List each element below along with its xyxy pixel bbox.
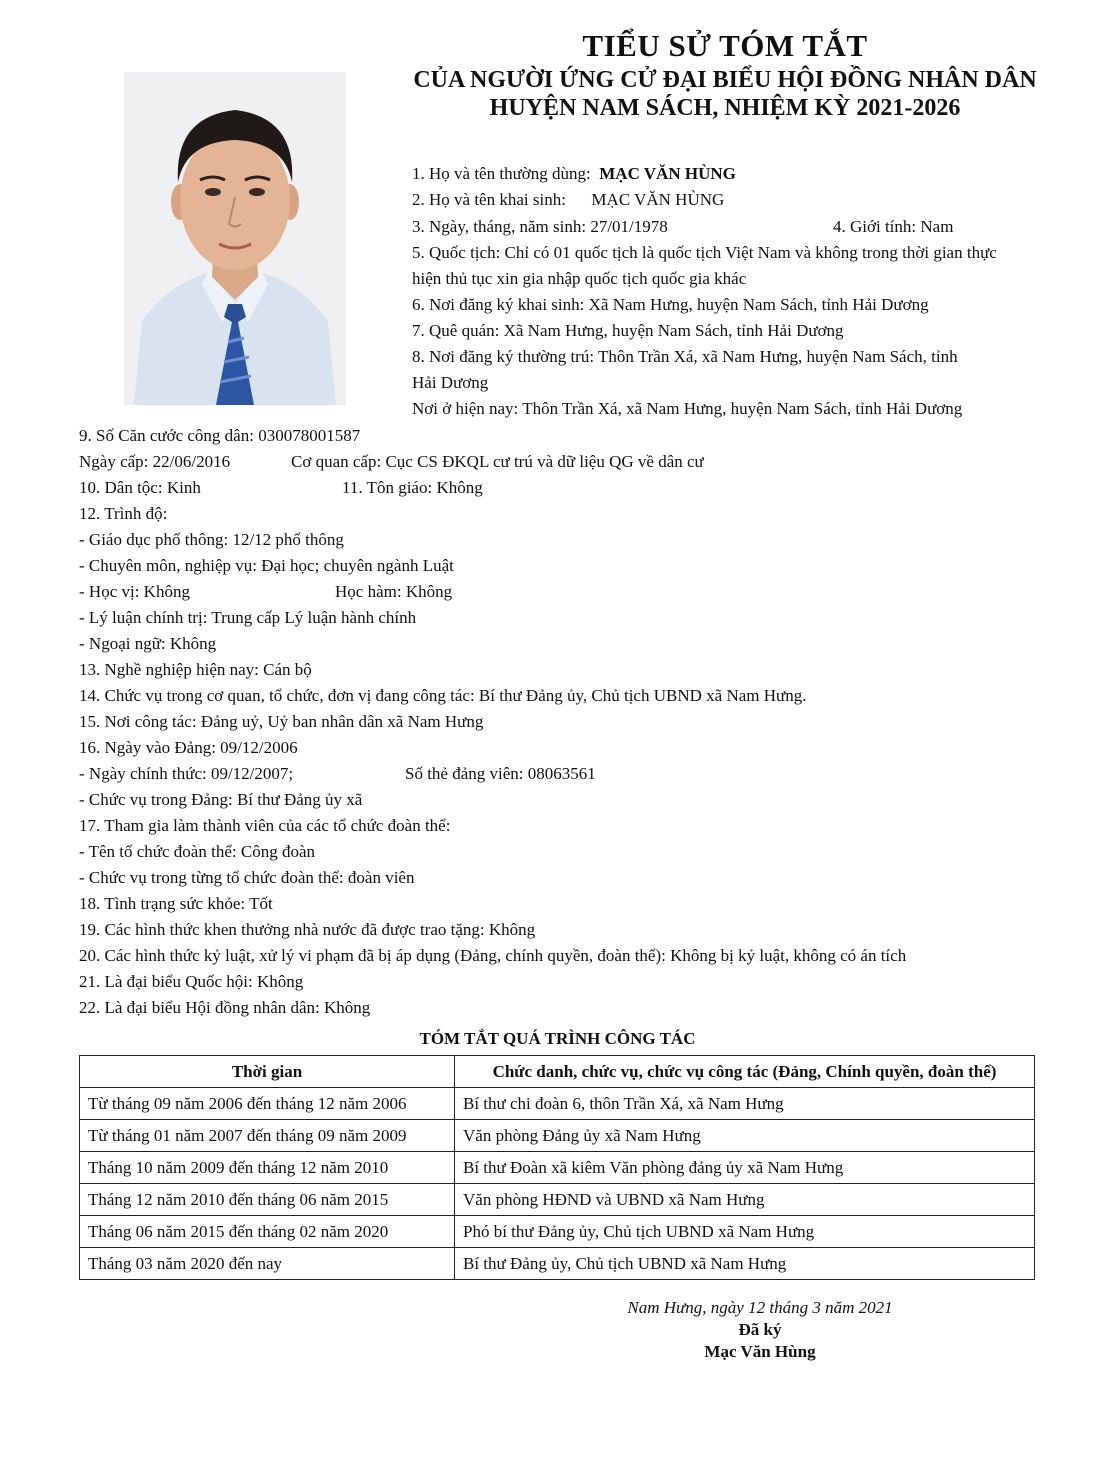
- bio-general-education: - Giáo dục phổ thông: 12/12 phổ thông: [79, 530, 344, 549]
- bio-health: 18. Tình trạng sức khỏe: Tốt: [79, 894, 273, 913]
- period-cell: Tháng 03 năm 2020 đến nay: [80, 1248, 455, 1280]
- bio-profession: - Chuyên môn, nghiệp vụ: Đại học; chuyên ngành Luật: [79, 556, 454, 575]
- position-cell: Bí thư Đảng ủy, Chủ tịch UBND xã Nam Hưng: [455, 1248, 1035, 1280]
- bio-current-residence: Nơi ở hiện nay: Thôn Trần Xá, xã Nam Hưng, huyện Nam Sách, tỉnh Hải Dương: [412, 399, 963, 418]
- bio-common-name: 1. Họ và tên thường dùng: MẠC VĂN HÙNG: [412, 164, 736, 183]
- bio-foreign-language: - Ngoại ngữ: Không: [79, 634, 217, 653]
- bio-peoples-council: 22. Là đại biểu Hội đồng nhân dân: Không: [79, 998, 371, 1017]
- period-cell: Từ tháng 09 năm 2006 đến tháng 12 năm 2006: [80, 1088, 455, 1120]
- document-title: TIỂU SỬ TÓM TẮT: [582, 28, 868, 63]
- table-row: [80, 1120, 1035, 1152]
- table-row: [80, 1248, 1035, 1280]
- bio-education-heading: 12. Trình độ:: [79, 504, 168, 523]
- bio-permanent-residence: 8. Nơi đăng ký thường trú: Thôn Trần Xá, xã Nam Hưng, huyện Nam Sách, tỉnh: [412, 347, 958, 366]
- bio-date-of-birth: 3. Ngày, tháng, năm sinh: 27/01/1978: [412, 217, 668, 236]
- position-cell: Bí thư Đoàn xã kiêm Văn phòng đảng ủy xã Nam Hưng: [455, 1152, 1035, 1184]
- bio-religion: 11. Tôn giáo: Không: [342, 478, 483, 497]
- signature-place-date: Nam Hưng, ngày 12 tháng 3 năm 2021: [627, 1298, 893, 1317]
- bio-academic-title: Học hàm: Không: [335, 582, 453, 601]
- period-cell: Tháng 12 năm 2010 đến tháng 06 năm 2015: [80, 1184, 455, 1216]
- signature-status: Đã ký: [738, 1320, 782, 1339]
- position-cell: Văn phòng Đảng ủy xã Nam Hưng: [455, 1120, 1035, 1152]
- period-cell: Từ tháng 01 năm 2007 đến tháng 09 năm 2009: [80, 1120, 455, 1152]
- portrait-photo-icon: [124, 72, 346, 405]
- bio-citizen-id: 9. Số Căn cước công dân: 030078001587: [79, 426, 361, 445]
- bio-permanent-residence-cont: Hải Dương: [412, 373, 489, 392]
- bio-organization-name: - Tên tổ chức đoàn thể: Công đoàn: [79, 842, 315, 861]
- document-subtitle-2: HUYỆN NAM SÁCH, NHIỆM KỲ 2021-2026: [489, 95, 961, 121]
- period-cell: Tháng 06 năm 2015 đến tháng 02 năm 2020: [80, 1216, 455, 1248]
- position-cell: Văn phòng HĐND và UBND xã Nam Hưng: [455, 1184, 1035, 1216]
- portrait-photo: [124, 72, 346, 405]
- bio-occupation: 13. Nghề nghiệp hiện nay: Cán bộ: [79, 660, 312, 679]
- table-header-row: [80, 1056, 1035, 1088]
- bio-political-theory: - Lý luận chính trị: Trung cấp Lý luận hành chính: [79, 608, 417, 627]
- table-row: [80, 1216, 1035, 1248]
- bio-id-issue-date: Ngày cấp: 22/06/2016: [79, 452, 231, 471]
- bio-degree: - Học vị: Không: [79, 582, 190, 601]
- bio-party-official-date: - Ngày chính thức: 09/12/2007;: [79, 764, 294, 783]
- bio-workplace: 15. Nơi công tác: Đảng uỷ, Uỷ ban nhân dân xã Nam Hưng: [79, 712, 484, 731]
- bio-party-card-number: Số thẻ đảng viên: 08063561: [405, 764, 596, 783]
- bio-common-name-value: MẠC VĂN HÙNG: [599, 164, 736, 183]
- column-header-position: Chức danh, chức vụ, chức vụ công tác (Đảng, Chính quyền, đoàn thể): [455, 1056, 1035, 1088]
- bio-nationality: 5. Quốc tịch: Chỉ có 01 quốc tịch là quốc tịch Việt Nam và không trong thời gian thực: [412, 243, 997, 262]
- position-cell: Bí thư chi đoàn 6, thôn Trần Xá, xã Nam Hưng: [455, 1088, 1035, 1120]
- column-header-period: Thời gian: [80, 1056, 455, 1088]
- bio-national-assembly: 21. Là đại biểu Quốc hội: Không: [79, 972, 304, 991]
- bio-organization-role: - Chức vụ trong từng tổ chức đoàn thể: đoàn viên: [79, 868, 415, 887]
- bio-organizations: 17. Tham gia làm thành viên của các tổ chức đoàn thể:: [79, 816, 451, 835]
- document-subtitle-1: CỦA NGƯỜI ỨNG CỬ ĐẠI BIỂU HỘI ĐỒNG NHÂN DÂN: [413, 67, 1037, 93]
- table-row: [80, 1152, 1035, 1184]
- bio-birth-registration: 6. Nơi đăng ký khai sinh: Xã Nam Hưng, huyện Nam Sách, tỉnh Hải Dương: [412, 295, 929, 314]
- bio-ethnicity: 10. Dân tộc: Kinh: [79, 478, 201, 497]
- bio-gender: 4. Giới tính: Nam: [833, 217, 954, 236]
- bio-hometown: 7. Quê quán: Xã Nam Hưng, huyện Nam Sách, tỉnh Hải Dương: [412, 321, 844, 340]
- bio-discipline: 20. Các hình thức kỷ luật, xử lý vi phạm đã bị áp dụng (Đảng, chính quyền, đoàn thể): Không bị kỷ luật, không có án tích: [79, 946, 907, 965]
- position-cell: Phó bí thư Đảng ủy, Chủ tịch UBND xã Nam Hưng: [455, 1216, 1035, 1248]
- period-cell: Tháng 10 năm 2009 đến tháng 12 năm 2010: [80, 1152, 455, 1184]
- work-history-title: TÓM TẮT QUÁ TRÌNH CÔNG TÁC: [419, 1029, 696, 1048]
- bio-nationality-cont: hiện thủ tục xin gia nhập quốc tịch quốc gia khác: [412, 269, 747, 288]
- bio-awards: 19. Các hình thức khen thưởng nhà nước đã được trao tặng: Không: [79, 920, 536, 939]
- bio-id-issuer: Cơ quan cấp: Cục CS ĐKQL cư trú và dữ liệu QG về dân cư: [291, 452, 704, 471]
- bio-party-join-date: 16. Ngày vào Đảng: 09/12/2006: [79, 738, 298, 757]
- table-row: [80, 1088, 1035, 1120]
- table-row: [80, 1184, 1035, 1216]
- bio-birth-name: 2. Họ và tên khai sinh: MẠC VĂN HÙNG: [412, 190, 725, 209]
- bio-party-position: - Chức vụ trong Đảng: Bí thư Đảng ủy xã: [79, 790, 363, 809]
- signature-name: Mạc Văn Hùng: [704, 1342, 816, 1361]
- work-history-table: [79, 1055, 1035, 1280]
- bio-position: 14. Chức vụ trong cơ quan, tổ chức, đơn vị đang công tác: Bí thư Đảng ủy, Chủ tịch UBND xã Nam Hưng.: [79, 686, 807, 705]
